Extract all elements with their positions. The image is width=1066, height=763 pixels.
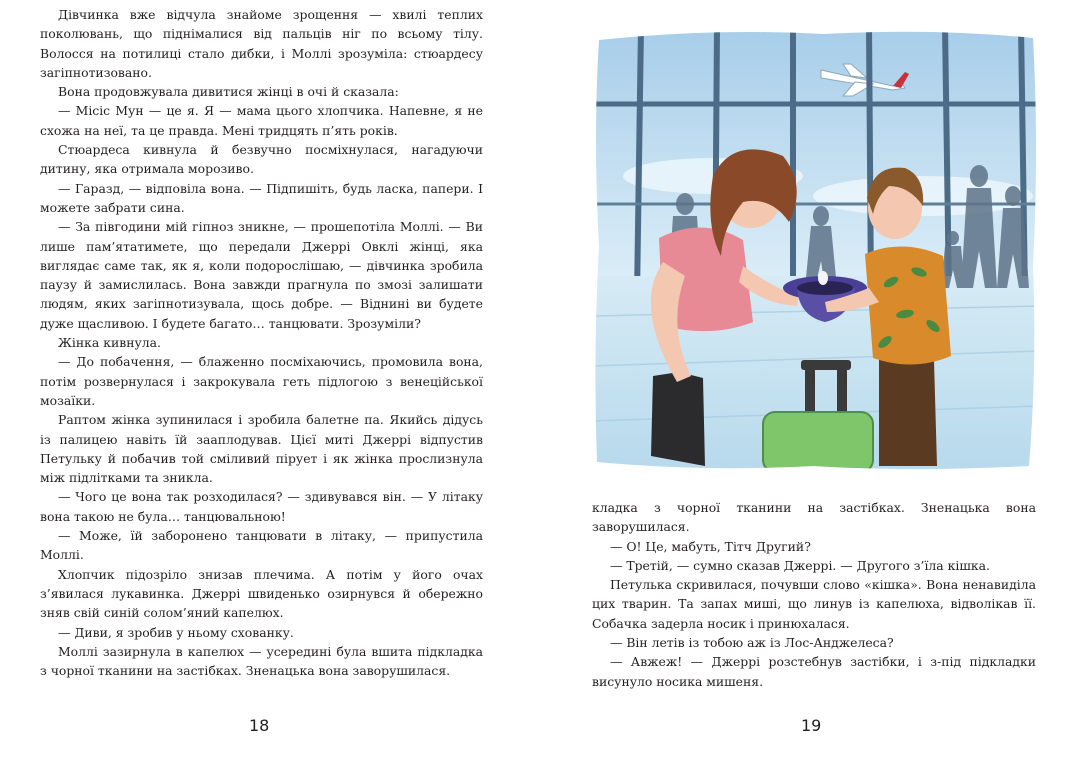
- paragraph: — О! Це, мабуть, Тітч Другий?: [610, 538, 811, 554]
- paragraph: — Він летів із тобою аж із Лос-Анджелеса?: [610, 635, 894, 651]
- paragraph: — До побачення, — блаженно посміхаючись, промовила вона, потім розвернулася і закрокувала геть підлогою з венеційської мозаїки.: [40, 354, 483, 408]
- paragraph: — Авжеж! — Джеррі розстебнув застібки, і з-під підкладки висунуло носика мишеня.: [592, 654, 1036, 689]
- paragraph: Вона продовжувала дивитися жінці в очі й сказала:: [58, 84, 399, 100]
- paragraph: Стюардеса кивнула й безвучно посміхнулася, нагадуючи дитину, яка отримала морозиво.: [40, 142, 483, 177]
- paragraph-continuation: кладка з чорної тканини на застібках. Зненацька вона заворушилася.: [592, 500, 1036, 535]
- paragraph: Хлопчик підозріло знизав плечима. А потім у його очах з’явилася лукавинка. Джеррі швиденько озирнувся й обережно зняв свій синій солом’яний капелюх.: [40, 566, 483, 621]
- page-number: 19: [801, 716, 822, 735]
- paragraph: — Гаразд, — відповіла вона. — Підпишіть, будь ласка, папери. І можете забрати сина.: [40, 180, 483, 215]
- paragraph: — Місіс Мун — це я. Я — мама цього хлопчика. Напевне, я не схожа на неї, та це правда. Мені тридцять п’ять років.: [40, 103, 483, 138]
- paragraph: — Третій, — сумно сказав Джеррі. — Другого з’їла кішка.: [610, 557, 990, 573]
- left-page-text: [40, 5, 483, 680]
- paragraph: — Диви, я зробив у ньому схованку.: [58, 624, 294, 640]
- page-number: 18: [249, 716, 270, 735]
- paragraph: Моллі зазирнула в капелюх — усередині була вшита підкладка з чорної тканини на застібках. Зненацька вона заворушилася.: [40, 643, 483, 679]
- illustration: [593, 26, 1039, 474]
- paragraph: Петулька скривилася, почувши слово «кішка». Вона ненавиділа цих тварин. Та запах миші, що линув із капелюха, відволікав її. Собачка задерла носик і принюхалася.: [592, 577, 1036, 631]
- paragraph: — За півгодини мій гіпноз зникне, — прошепотіла Моллі. — Ви лише пам’ятатимете, що передали Джеррі Овклі жінці, яка виглядає саме так, як я, коли подорослішаю, — дівчинка зробила паузу й замислилась. Вона завжди прагнула по змозі залишати людям, яких загіпнотизувала, щось добре. — Віднині ви будете дуже щасливою. І будете багато… танцювати. Зрозуміли?: [40, 219, 483, 331]
- right-page-text: [592, 498, 1036, 691]
- right-page: [533, 0, 1066, 763]
- airport-illustration: [593, 26, 1039, 474]
- paragraph: Жінка кивнула.: [58, 335, 161, 351]
- paragraph: Дівчинка вже відчула знайоме зрощення — хвилі теплих поколювань, що піднімалися від пальців ніг по всьому тілу. Волосся на потилиці стало дибки, і Моллі зрозуміла: стюардесу загіпнотизовано.: [40, 7, 483, 80]
- paragraph: Раптом жінка зупинилася і зробила балетне па. Якийсь дідусь із палицею навіть їй зааплодував. Цієї миті Джеррі відпустив Петульку й побачив той сміливий пірует і як жінка прослизнула між підлітками та зникла.: [40, 412, 483, 486]
- paragraph: — Може, їй заборонено танцювати в літаку, — припустила Моллі.: [40, 528, 483, 563]
- paragraph: — Чого це вона так розходилася? — здивувався він. — У літаку вона такою не була… танцювальною!: [40, 489, 483, 524]
